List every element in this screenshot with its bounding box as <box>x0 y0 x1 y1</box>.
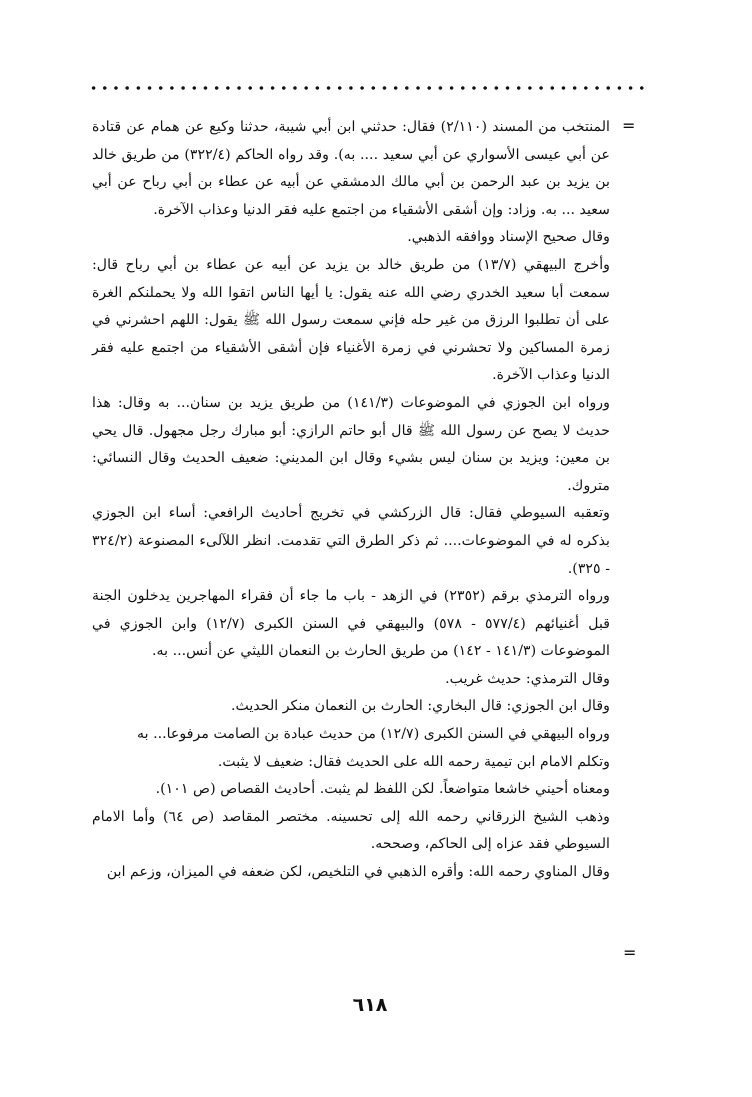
paragraph-1: المنتخب من المسند (٢/١١٠) فقال: حدثني ابن أبي شيبة، حدثنا وكيع عن همام عن قتادة عن أبي عيسى الأسواري عن أبي سعيد .... به). وقد رواه الحاكم (٣٢٢/٤) من طريق خالد بن يزيد بن عبد الرحمن بن أبي مالك الدمشقي عن أبيه عن عطاء بن أبي رباح عن أبي سعيد ... به. وزاد: وإن أشقى الأشقياء من اجتمع عليه فقر الدنيا وعذاب الآخرة. <box>92 119 611 218</box>
continuation-mark-top: = <box>622 116 636 135</box>
paragraph-12: وذهب الشيخ الزرقاني رحمه الله إلى تحسينه. مختصر المقاصد (ص ٦٤) وأما الامام السيوطي فقد عزاه إلى الحاكم، وصححه. <box>92 808 610 853</box>
paragraph-10: وتكلم الامام ابن تيمية رحمه الله على الحديث فقال: ضعيف لا يثبت. <box>217 753 610 770</box>
paragraph-5: وتعقبه السيوطي فقال: قال الزركشي في تخريج أحاديث الرافعي: أساء ابن الجوزي بذكره له في الموضوعات.... ثم ذكر الطرق التي تقدمت. انظر اللآلىء المصنوعة (٣٢٤/٢ - ٣٢٥). <box>92 505 610 577</box>
continuation-mark-bottom: = <box>623 943 637 962</box>
paragraph-7: وقال الترمذي: حديث غريب. <box>445 670 610 687</box>
paragraph-4: ورواه ابن الجوزي في الموضوعات (١٤١/٣) من طريق يزيد بن سنان... به وقال: هذا حديث لا يصح عن رسول الله ﷺ قال أبو حاتم الرازي: أبو مبارك رجل مجهول. قال يحي بن معين: ويزيد بن سنان ليس بشيء وقال ابن المديني: ضعيف الحديث وقال النسائي: متروك. <box>92 394 610 494</box>
paragraph-11: ومعناه أحيني خاشعا متواضعاً. لكن اللفظ لم يثبت. أحاديث القصاص (ص ١٠١). <box>155 781 610 798</box>
paragraph-6: ورواه الترمذي برقم (٢٣٥٢) في الزهد - باب ما جاء أن فقراء المهاجرين يدخلون الجنة قبل أغنيائهم (٥٧٧/٤ - ٥٧٨) والبيهقي في السنن الكبرى (١٢/٧) وابن الجوزي في الموضوعات (١٤١/٣ - ١٤٢) من طريق الحارث بن النعمان الليثي عن أنس... به. <box>92 588 611 660</box>
paragraph-2: وقال صحيح الإسناد ووافقه الذهبي. <box>407 229 610 246</box>
paragraph-9: ورواه البيهقي في السنن الكبرى (١٢/٧) من حديث عبادة بن الصامت مرفوعا... به <box>137 726 610 743</box>
footnote-body <box>92 114 610 887</box>
page-number: ٦١٨ <box>352 994 388 1016</box>
paragraph-8: وقال ابن الجوزي: قال البخاري: الحارث بن النعمان منكر الحديث. <box>230 698 610 715</box>
header-dotted-rule <box>88 84 644 92</box>
paragraph-13: وقال المناوي رحمه الله: وأقره الذهبي في التلخيص، لكن ضعفه في الميزان، وزعم ابن <box>106 864 610 881</box>
paragraph-3: وأخرج البيهقي (١٣/٧) من طريق خالد بن يزيد عن أبيه عن عطاء بن أبي رباح قال: سمعت أبا سعيد الخدري رضي الله عنه يقول: يا أيها الناس اتقوا الله ولا يحملنكم الغرة على أن تطلبوا الرزق من غير حله فإني سمعت رسول الله ﷺ يقول: اللهم احشرني في زمرة المساكين ولا تحشرني في زمرة الأغنياء فإن أشقى الأشقياء من اجتمع عليه فقر الدنيا وعذاب الآخرة. <box>92 256 610 384</box>
